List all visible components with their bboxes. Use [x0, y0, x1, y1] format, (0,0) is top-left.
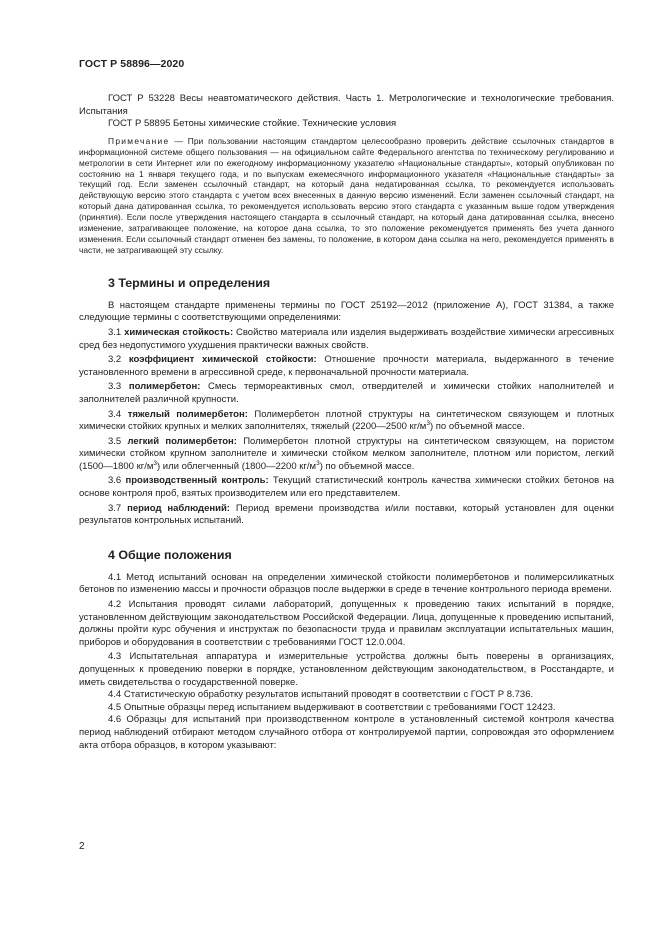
term-name: коэффициент химической стойкости: — [128, 354, 317, 366]
reference-gost-r-53228: ГОСТ Р 53228 Весы неавтоматического действия. Часть 1. Метрологические и технологические требования. Испытания — [79, 93, 614, 117]
term-3-5 — [79, 436, 614, 474]
term-number: 3.5 — [108, 435, 128, 447]
note-label: Примечание — [108, 135, 170, 146]
term-number: 3.7 — [108, 502, 128, 514]
superscript-3: 3 — [153, 459, 157, 467]
term-definition-part-a: Полимербетон плотной структуры на синтетическом связующем, на пористом химически стойком крупном заполнителе и химически стойком мелком заполнителе, плотном или пористом, легкий (1500—1800 кг/м — [79, 435, 614, 472]
superscript-3: 3 — [426, 419, 430, 427]
term-name: полимербетон: — [128, 381, 201, 393]
term-name: химическая стойкость: — [124, 326, 234, 338]
clause-4-5: 4.5 Опытные образцы перед испытанием выдерживают в соответствии с требованиями ГОСТ 12423. — [108, 701, 556, 713]
section-3-intro: В настоящем стандарте применены термины по ГОСТ 25192—2012 (приложение А), ГОСТ 31384, а также следующие термины с соответствующими определениями: — [79, 299, 614, 324]
term-number: 3.6 — [108, 475, 126, 487]
reference-gost-r-58895: ГОСТ Р 58895 Бетоны химические стойкие. Технические условия — [108, 118, 397, 130]
term-name: тяжелый полимербетон: — [127, 408, 248, 420]
term-definition-part-b: ) по объемной массе. — [429, 421, 525, 433]
note-paragraph — [79, 136, 614, 256]
term-name: производственный контроль: — [125, 475, 269, 487]
section-4-heading: 4 Общие положения — [108, 547, 232, 562]
section-3-heading: 3 Термины и определения — [108, 275, 271, 290]
term-definition: Текущий статистический контроль качества химически стойких бетонов на основе контроля проб, взятых производителем или его представителем. — [79, 475, 614, 500]
document-code-header: ГОСТ Р 58896—2020 — [79, 58, 185, 70]
term-definition-part-a: Полимербетон плотной структуры на синтетическом связующем и плотных химически стойких крупных и мелких заполнителях, тяжелый (2200—2500 кг/м — [79, 408, 614, 433]
note-text: — При пользовании настоящим стандартом целесообразно проверить действие ссылочных стандартов в информационной системе общего пользования — на официальном сайте Федерального агентства по техническому регулированию и метрологии в сети Интернет или по ежегодному информационному указателю «Национальные стандарты», который опубликован по состоянию на 1 января текущего года, и по выпускам ежемесячного информационного указателя «Национальные стандарты» за текущий год. Если заменен ссылочный стандарт, на который дана недатированная ссылка, то рекомендуется использовать действующую версию этого стандарта с учетом всех внесенных в данную версию изменений. Если заменен ссылочный стандарт, на который дана датированная ссылка, то рекомендуется использовать версию этого стандарта с указанным выше годом утверждения (принятия). Если после утверждения настоящего стандарта в ссылочный стандарт, на который дана датированная ссылка, внесено изменение, затрагивающее положение, на которое дана ссылка, то это положение рекомендуется применять без учета данного изменения. Если ссылочный стандарт отменен без замены, то положение, в котором дана ссылка на него, рекомендуется применять в части, не затрагивающей эту ссылку. — [79, 135, 614, 255]
term-definition-part-b: ) или облегченный (1800—2200 кг/м — [157, 460, 317, 472]
superscript-3: 3 — [316, 459, 320, 467]
term-number: 3.3 — [108, 381, 129, 393]
clause-4-3: 4.3 Испытательная аппаратура и измерительные устройства должны быть поверены в организациях, допущенных к проведению поверки в порядке, установленном действующим законодательством, в Росстандарте, и иметь свидетельства о государственной поверке. — [79, 651, 614, 688]
clause-4-1: 4.1 Метод испытаний основан на определении химической стойкости полимербетонов и полимерсиликатных бетонов по изменению массы и прочности образцов после выдержки в среде в течение контрольного периода времени. — [79, 571, 614, 596]
term-number: 3.1 — [108, 326, 125, 338]
term-definition-part-c: ) по объемной массе. — [319, 460, 415, 472]
term-name: период наблюдений: — [127, 502, 230, 514]
clause-4-2: 4.2 Испытания проводят силами лабораторий, допущенных к проведению таких испытаний в порядке, установленном действующим законодательством Российской Федерации. Лица, допущенные к проведению испытаний, должны пройти курс обучения и инструктаж по безопасности труда и правилам эксплуатации испытательных машин, приборов и оборудования в соответствии с требованиями ГОСТ 12.0.004. — [79, 599, 614, 648]
term-number: 3.4 — [108, 408, 128, 420]
term-3-3 — [79, 381, 614, 406]
term-name: легкий полимербетон: — [127, 435, 237, 447]
page-number: 2 — [79, 841, 85, 852]
term-3-4 — [79, 409, 614, 434]
term-3-1 — [79, 327, 614, 352]
clause-4-6: 4.6 Образцы для испытаний при производственном контроле в установленный системой контроля качества период наблюдений отбирают методом случайного отбора от контролируемой партии, сопровождая это оформлением акта отбора образцов, в котором указывают: — [79, 714, 614, 751]
page-content — [79, 93, 614, 752]
term-3-7 — [79, 503, 614, 528]
clause-4-4: 4.4 Статистическую обработку результатов испытаний проводят в соответствии с ГОСТ Р 8.736. — [108, 689, 534, 701]
term-definition: Смесь термореактивных смол, отвердителей и химически стойких наполнителей и заполнителей различной крупности. — [79, 381, 614, 405]
term-definition: Свойство материала или изделия выдерживать воздействие химически агрессивных сред без недопустимого ухудшения практически важных свойств. — [79, 326, 614, 351]
term-3-2 — [79, 354, 614, 379]
term-3-6 — [79, 475, 614, 500]
term-number: 3.2 — [108, 354, 129, 366]
term-definition: Отношение прочности материала, выдержанного в течение установленного времени в агрессивной среде, к первоначальной прочности материала. — [79, 354, 614, 378]
term-definition: Период времени производства и/или поставки, который установлен для оценки результатов контрольных испытаний. — [79, 502, 614, 527]
